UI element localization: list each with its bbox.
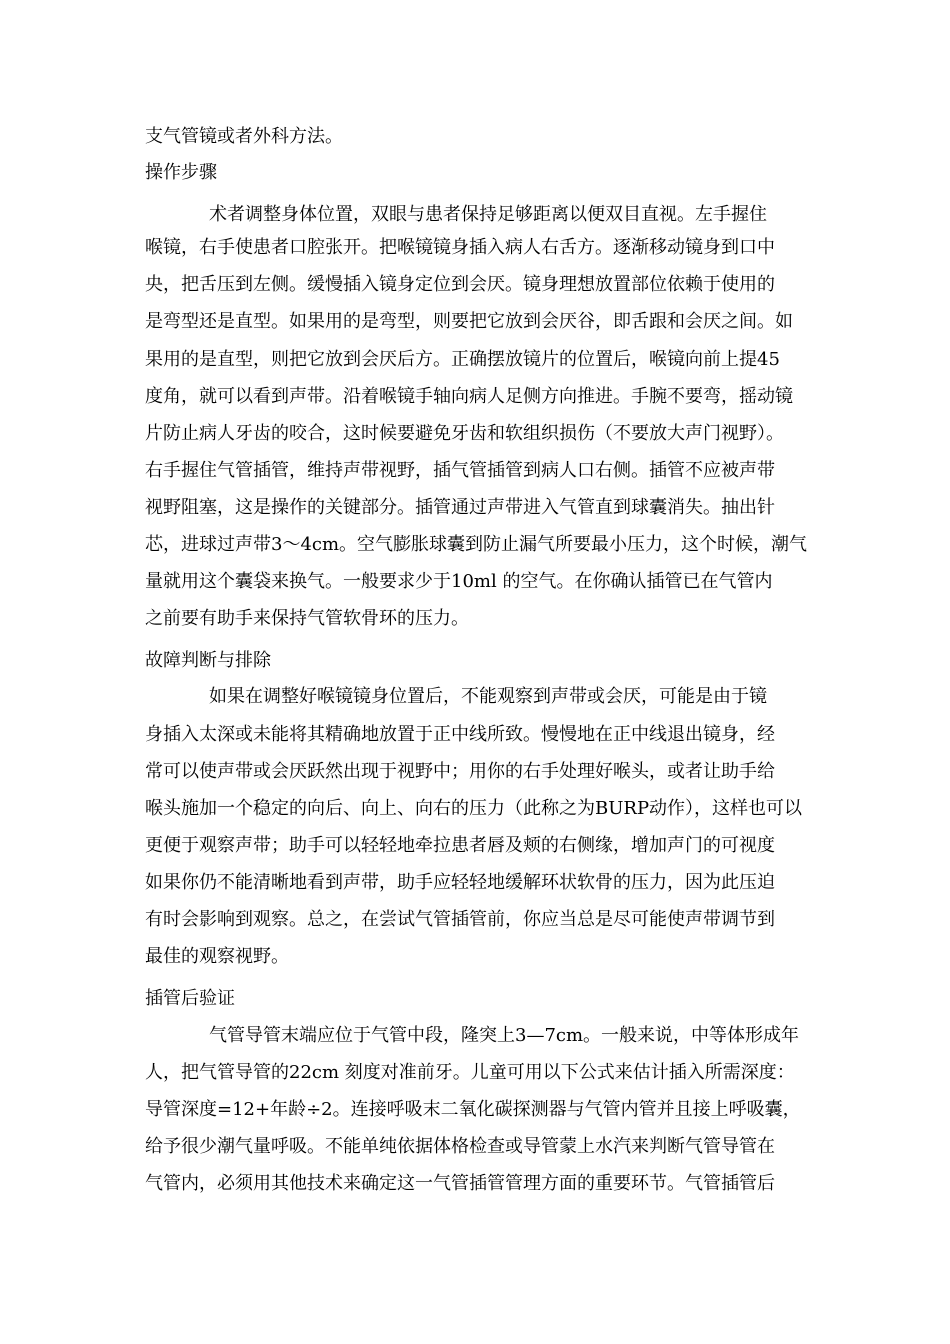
text-line: 人，把气管导管的22cm 刻度对准前牙。儿童可用以下公式来估计插入所需深度：	[145, 1062, 795, 1083]
text-line: 给予很少潮气量呼吸。不能单纯依据体格检查或导管蒙上水汽来判断气管导管在	[145, 1136, 775, 1157]
text-line: 身插入太深或未能将其精确地放置于正中线所致。慢慢地在正中线退出镜身，经	[145, 724, 775, 745]
text-line: 最佳的观察视野。	[145, 946, 289, 967]
text-line: 常可以使声带或会厌跃然出现于视野中；用你的右手处理好喉头，或者让助手给	[145, 761, 775, 782]
text-line: 芯，进球过声带3～4cm。空气膨胀球囊到防止漏气所要最小压力，这个时候，潮气	[145, 534, 808, 555]
text-line: 如果你仍不能清晰地看到声带，助手应轻轻地缓解环状软骨的压力，因为此压迫	[145, 872, 775, 893]
text-line: 右手握住气管插管，维持声带视野，插气管插管到病人口右侧。插管不应被声带	[145, 460, 775, 481]
text-line: 喉头施加一个稳定的向后、向上、向右的压力（此称之为BURP动作），这样也可以	[145, 798, 803, 819]
paragraph-first-line: 术者调整身体位置，双眼与患者保持足够距离以便双目直视。左手握住	[209, 204, 767, 225]
paragraph-first-line: 气管导管末端应位于气管中段，隆突上3—7cm。一般来说，中等体形成年	[209, 1025, 800, 1046]
text-line: 更便于观察声带；助手可以轻轻地牵拉患者唇及颊的右侧缘，增加声门的可视度	[145, 835, 775, 856]
text-line: 喉镜，右手使患者口腔张开。把喉镜镜身插入病人右舌方。逐渐移动镜身到口中	[145, 237, 775, 258]
text-line: 有时会影响到观察。总之，在尝试气管插管前，你应当总是尽可能使声带调节到	[145, 909, 775, 930]
section-heading-troubleshooting: 故障判断与排除	[145, 650, 271, 671]
text-line: 之前要有助手来保持气管软骨环的压力。	[145, 608, 469, 629]
text-line: 是弯型还是直型。如果用的是弯型，则要把它放到会厌谷，即舌跟和会厌之间。如	[145, 311, 793, 332]
text-line: 量就用这个囊袋来换气。一般要求少于10ml 的空气。在你确认插管已在气管内	[145, 571, 773, 592]
text-line: 视野阻塞，这是操作的关键部分。插管通过声带进入气管直到球囊消失。抽出针	[145, 497, 775, 518]
text-line: 央，把舌压到左侧。缓慢插入镜身定位到会厌。镜身理想放置部位依赖于使用的	[145, 274, 775, 295]
section-heading-verification: 插管后验证	[145, 988, 235, 1009]
text-line: 气管内，必须用其他技术来确定这一气管插管管理方面的重要环节。气管插管后	[145, 1173, 775, 1194]
text-line: 片防止病人牙齿的咬合，这时候要避免牙齿和软组织损伤（不要放大声门视野）。	[145, 423, 784, 444]
text-line: 果用的是直型，则把它放到会厌后方。正确摆放镜片的位置后，喉镜向前上提45	[145, 349, 780, 370]
text-line: 度角，就可以看到声带。沿着喉镜手轴向病人足侧方向推进。手腕不要弯，摇动镜	[145, 386, 793, 407]
section-heading-procedure: 操作步骤	[145, 162, 217, 183]
text-line: 支气管镜或者外科方法。	[145, 126, 343, 147]
text-line: 导管深度=12+年龄÷2。连接呼吸末二氧化碳探测器与气管内管并且接上呼吸囊，	[145, 1099, 801, 1120]
paragraph-first-line: 如果在调整好喉镜镜身位置后，不能观察到声带或会厌，可能是由于镜	[209, 686, 767, 707]
